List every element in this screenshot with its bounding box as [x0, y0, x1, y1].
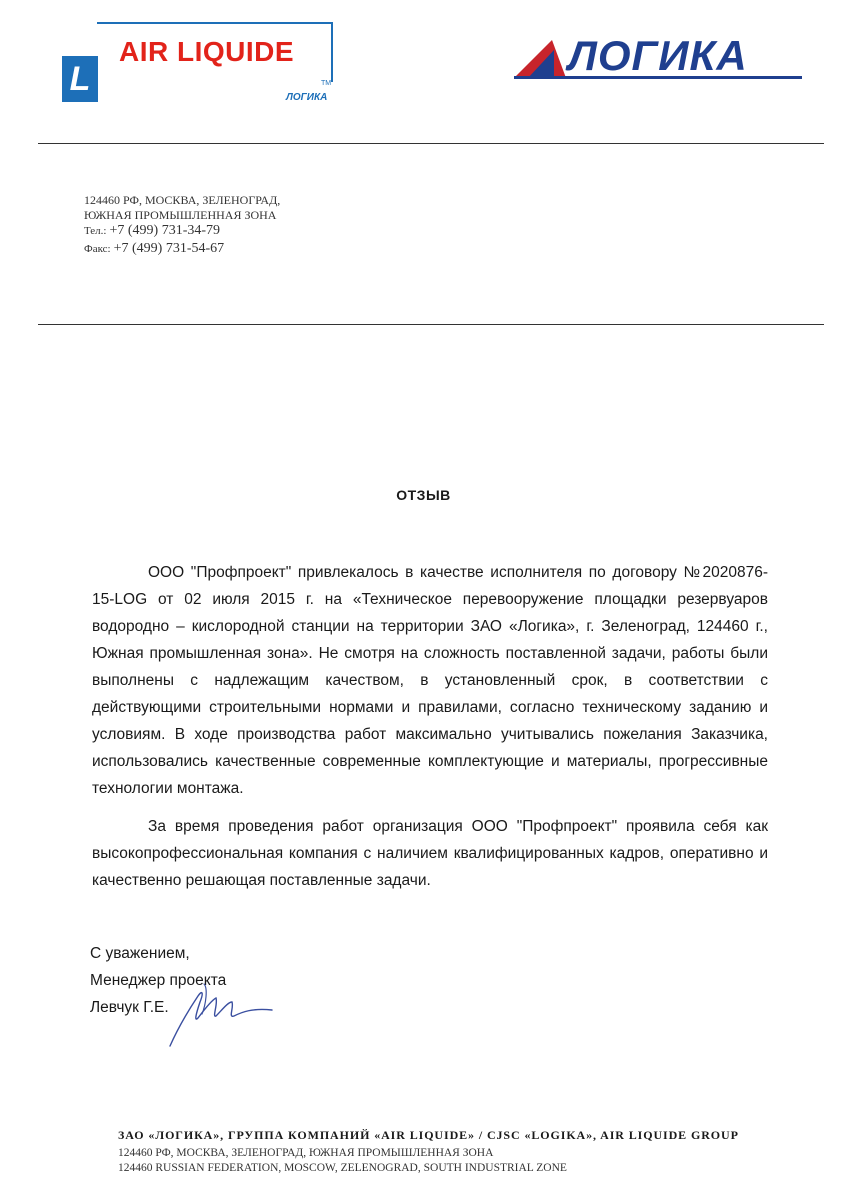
handwritten-signature — [168, 978, 276, 1048]
air-liquide-logo-text: AIR LIQUIDE — [119, 36, 295, 67]
letter-paragraph-1: ООО "Профпроект" привлекалось в качестве исполнителя по договору №2020876-15-LOG от 02 июля 2015 г. на «Техническое перевооружение площадки резервуаров водородно – кислородной станции на территории ЗАО «Логика», г. Зеленоград, 124460 г., Южная промышленная зона». Не смотря на сложность поставленной задачи, работы были выполнены с надлежащим качеством, в установленный срок, в соответствии с действующими строительными нормами и правилами, согласно техническому заданию и условиям. В ходе производства работ максимально учитывались пожелания Заказчика, использовались качественные современные комплектующие и материалы, прогрессивные технологии монтажа. — [92, 564, 768, 797]
fax-label: Факс: — [84, 243, 111, 255]
closing-text: С уважением, — [90, 945, 190, 962]
air-liquide-emblem-icon: L — [62, 56, 98, 102]
phone-label: Тел.: — [84, 225, 107, 237]
logika-logo-text: ЛОГИКА — [568, 32, 748, 79]
letter-title: ОТЗЫВ — [396, 487, 451, 503]
address-line-2: ЮЖНАЯ ПРОМЫШЛЕННАЯ ЗОНА — [84, 208, 277, 222]
fax-row — [84, 240, 224, 257]
signer-position: Менеджер проекта — [90, 972, 227, 989]
header-divider — [38, 143, 824, 144]
letter-paragraph-2: За время проведения работ организация ООО "Профпроект" проявила себя как высокопрофессиональная компания с наличием квалифицированных кадров, оперативно и качественно решающая поставленные задачи. — [92, 818, 768, 889]
address-line-1: 124460 РФ, МОСКВА, ЗЕЛЕНОГРАД, — [84, 193, 281, 207]
air-liquide-trademark: TM — [321, 80, 332, 87]
air-liquide-logo-subtitle: ЛОГИКА — [286, 92, 328, 103]
address-divider — [38, 324, 824, 325]
fax-number: +7 (499) 731-54-67 — [113, 241, 225, 256]
footer-address-en: 124460 RUSSIAN FEDERATION, MOSCOW, ZELENOGRAD, SOUTH INDUSTRIAL ZONE — [118, 1162, 567, 1174]
footer-company: ЗАО «ЛОГИКА», ГРУППА КОМПАНИЙ «AIR LIQUIDE» / CJSC «LOGIKA», AIR LIQUIDE GROUP — [118, 1128, 739, 1142]
phone-number: +7 (499) 731-34-79 — [109, 223, 221, 238]
phone-row — [84, 222, 220, 239]
footer-address-ru: 124460 РФ, МОСКВА, ЗЕЛЕНОГРАД, ЮЖНАЯ ПРОМЫШЛЕННАЯ ЗОНА — [118, 1147, 494, 1159]
signer-name: Левчук Г.Е. — [90, 999, 169, 1016]
